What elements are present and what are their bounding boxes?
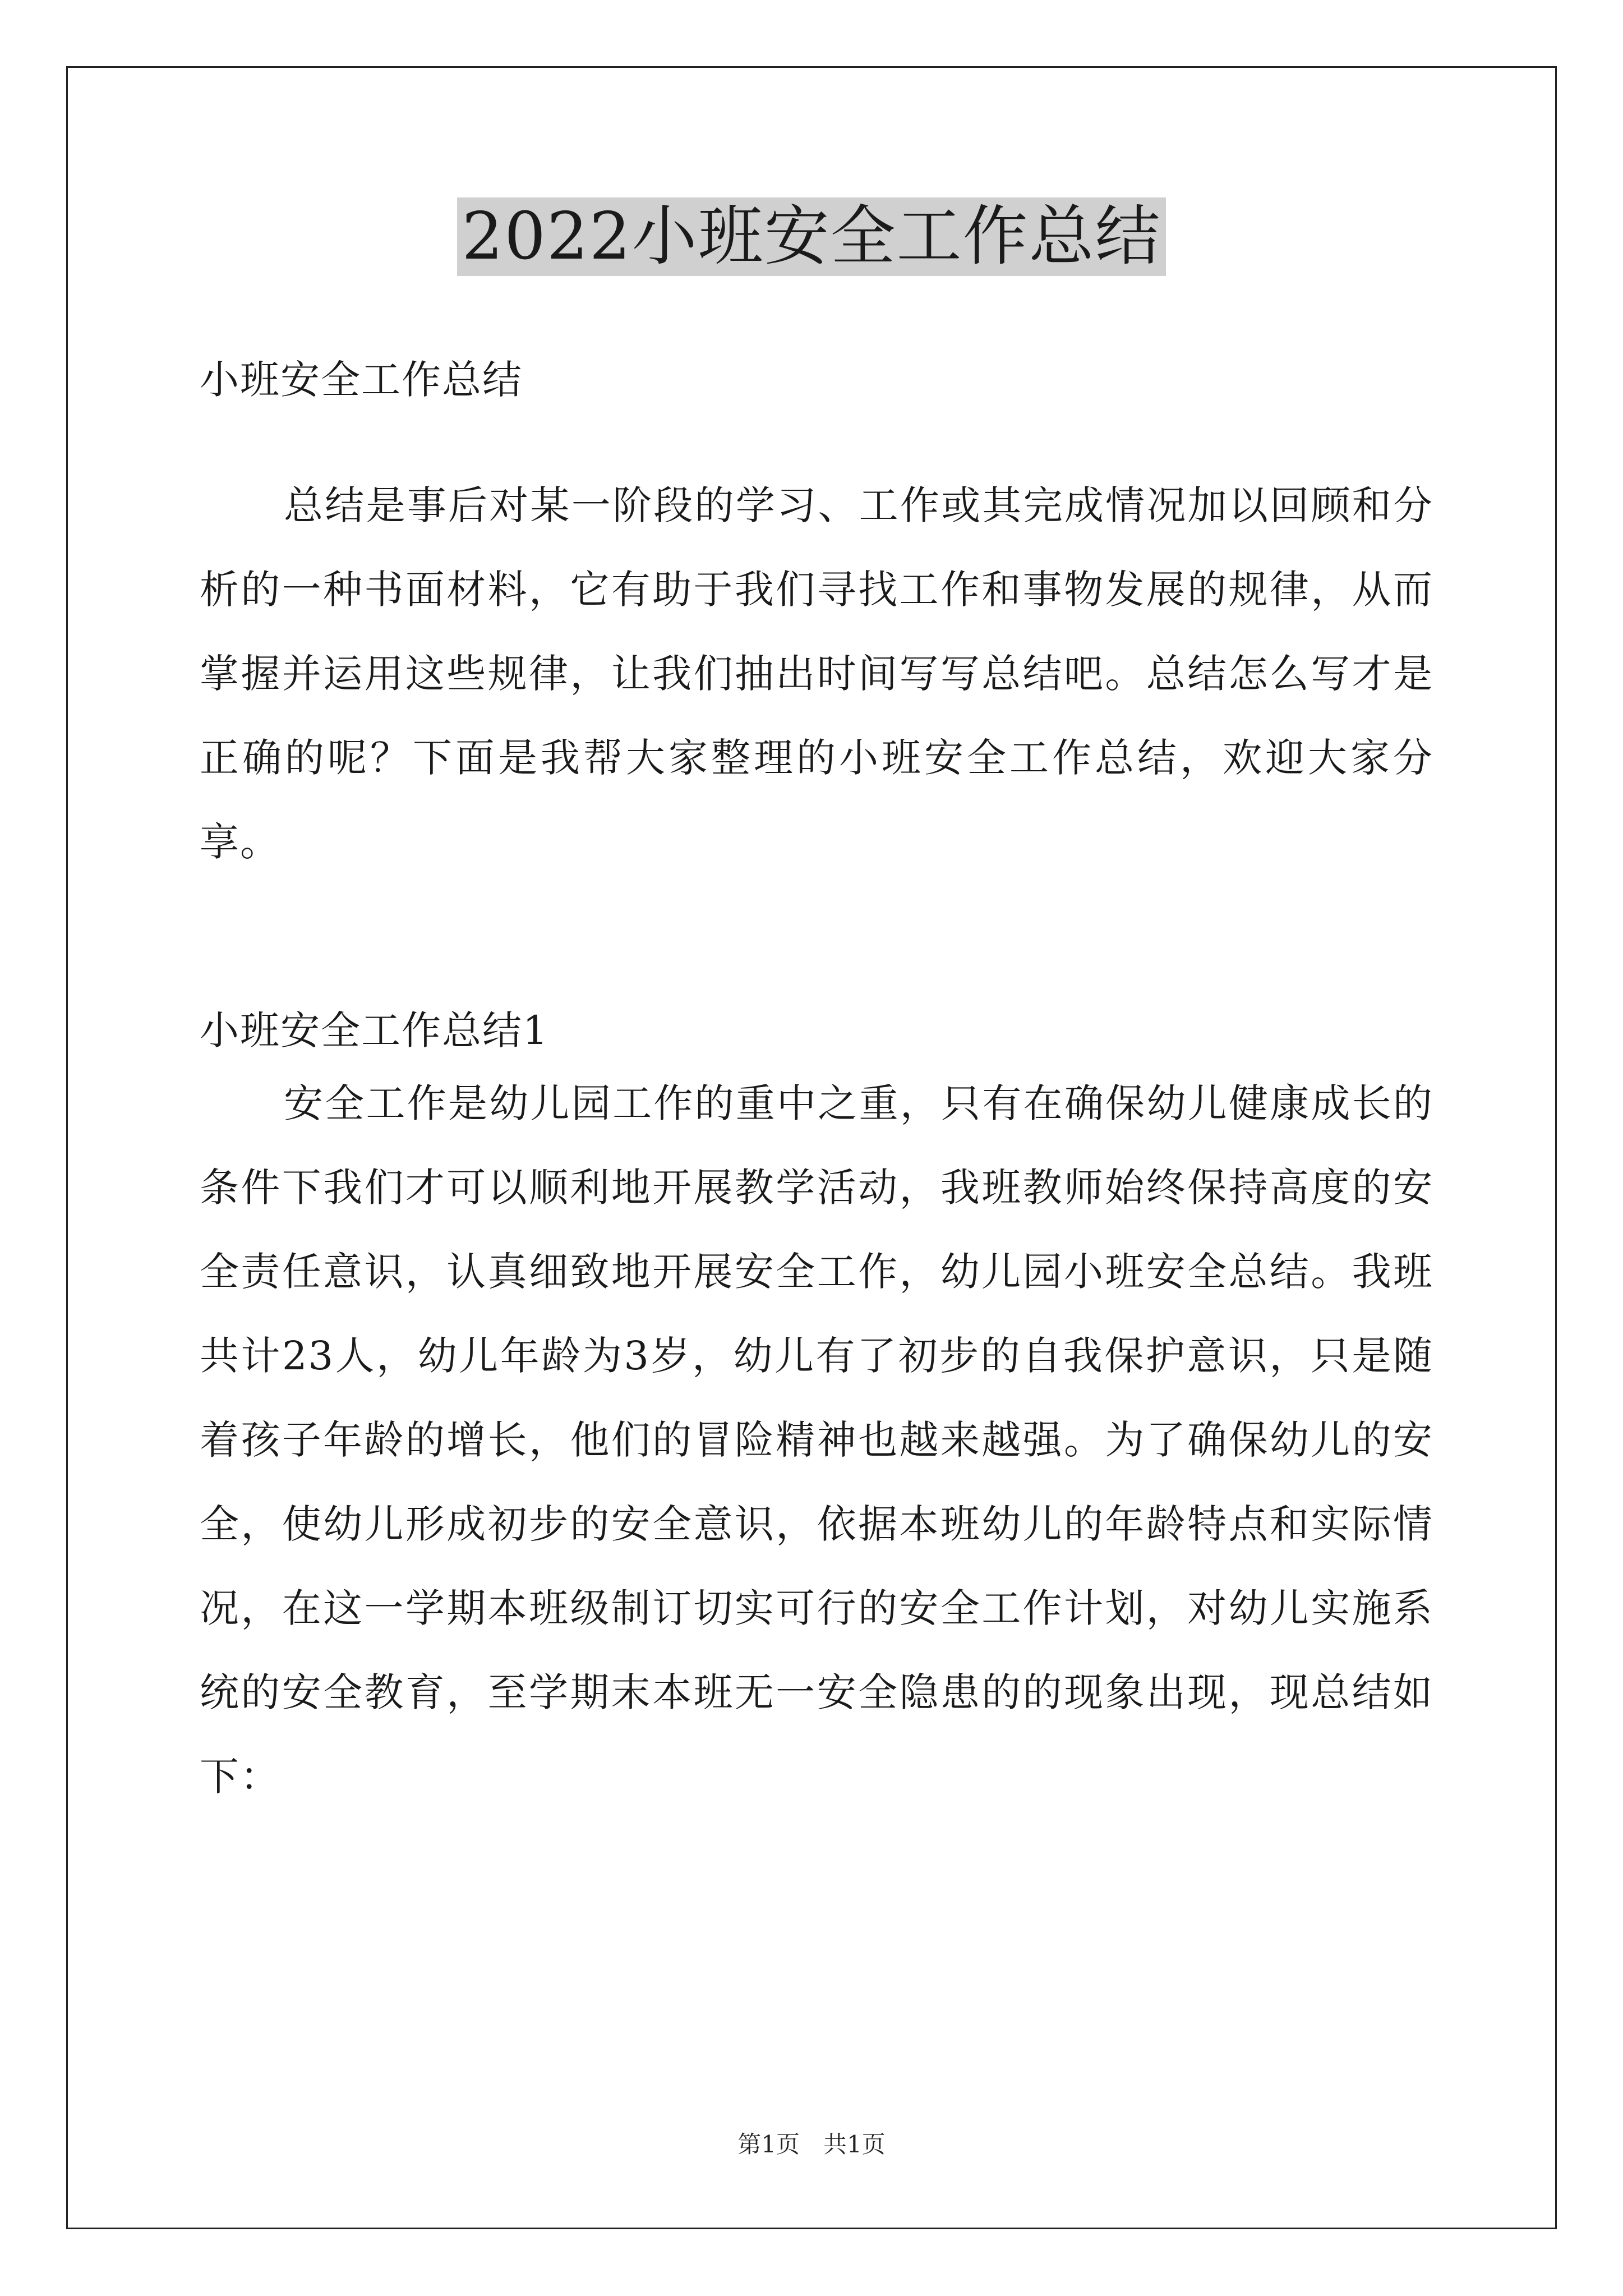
- intro-paragraph-container: [200, 463, 1433, 884]
- document-title: 2022小班安全工作总结: [457, 197, 1165, 276]
- document-subtitle: 小班安全工作总结: [200, 357, 523, 403]
- section-body-container: [200, 1061, 1433, 1819]
- intro-paragraph: 总结是事后对某一阶段的学习、工作或其完成情况加以回顾和分析的一种书面材料，它有助于我们寻找工作和事物发展的规律，从而掌握并运用这些规律，让我们抽出时间写写总结吧。总结怎么写才是正确的呢？下面是我帮大家整理的小班安全工作总结，欢迎大家分享。: [200, 482, 1433, 865]
- section-heading: 小班安全工作总结1: [200, 1007, 549, 1053]
- section-body-paragraph: 安全工作是幼儿园工作的重中之重，只有在确保幼儿健康成长的条件下我们才可以顺利地开展教学活动，我班教师始终保持高度的安全责任意识，认真细致地开展安全工作，幼儿园小班安全总结。我班共计23人，幼儿年龄为3岁，幼儿有了初步的自我保护意识，只是随着孩子年龄的增长，他们的冒险精神也越来越强。为了确保幼儿的安全，使幼儿形成初步的安全意识，依据本班幼儿的年龄特点和实际情况，在这一学期本班级制订切实可行的安全工作计划，对幼儿实施系统的安全教育，至学期末本班无一安全隐患的的现象出现，现总结如下：: [200, 1080, 1433, 1800]
- page-footer: 第1页 共1页: [737, 2131, 886, 2158]
- title-container: [0, 197, 1623, 276]
